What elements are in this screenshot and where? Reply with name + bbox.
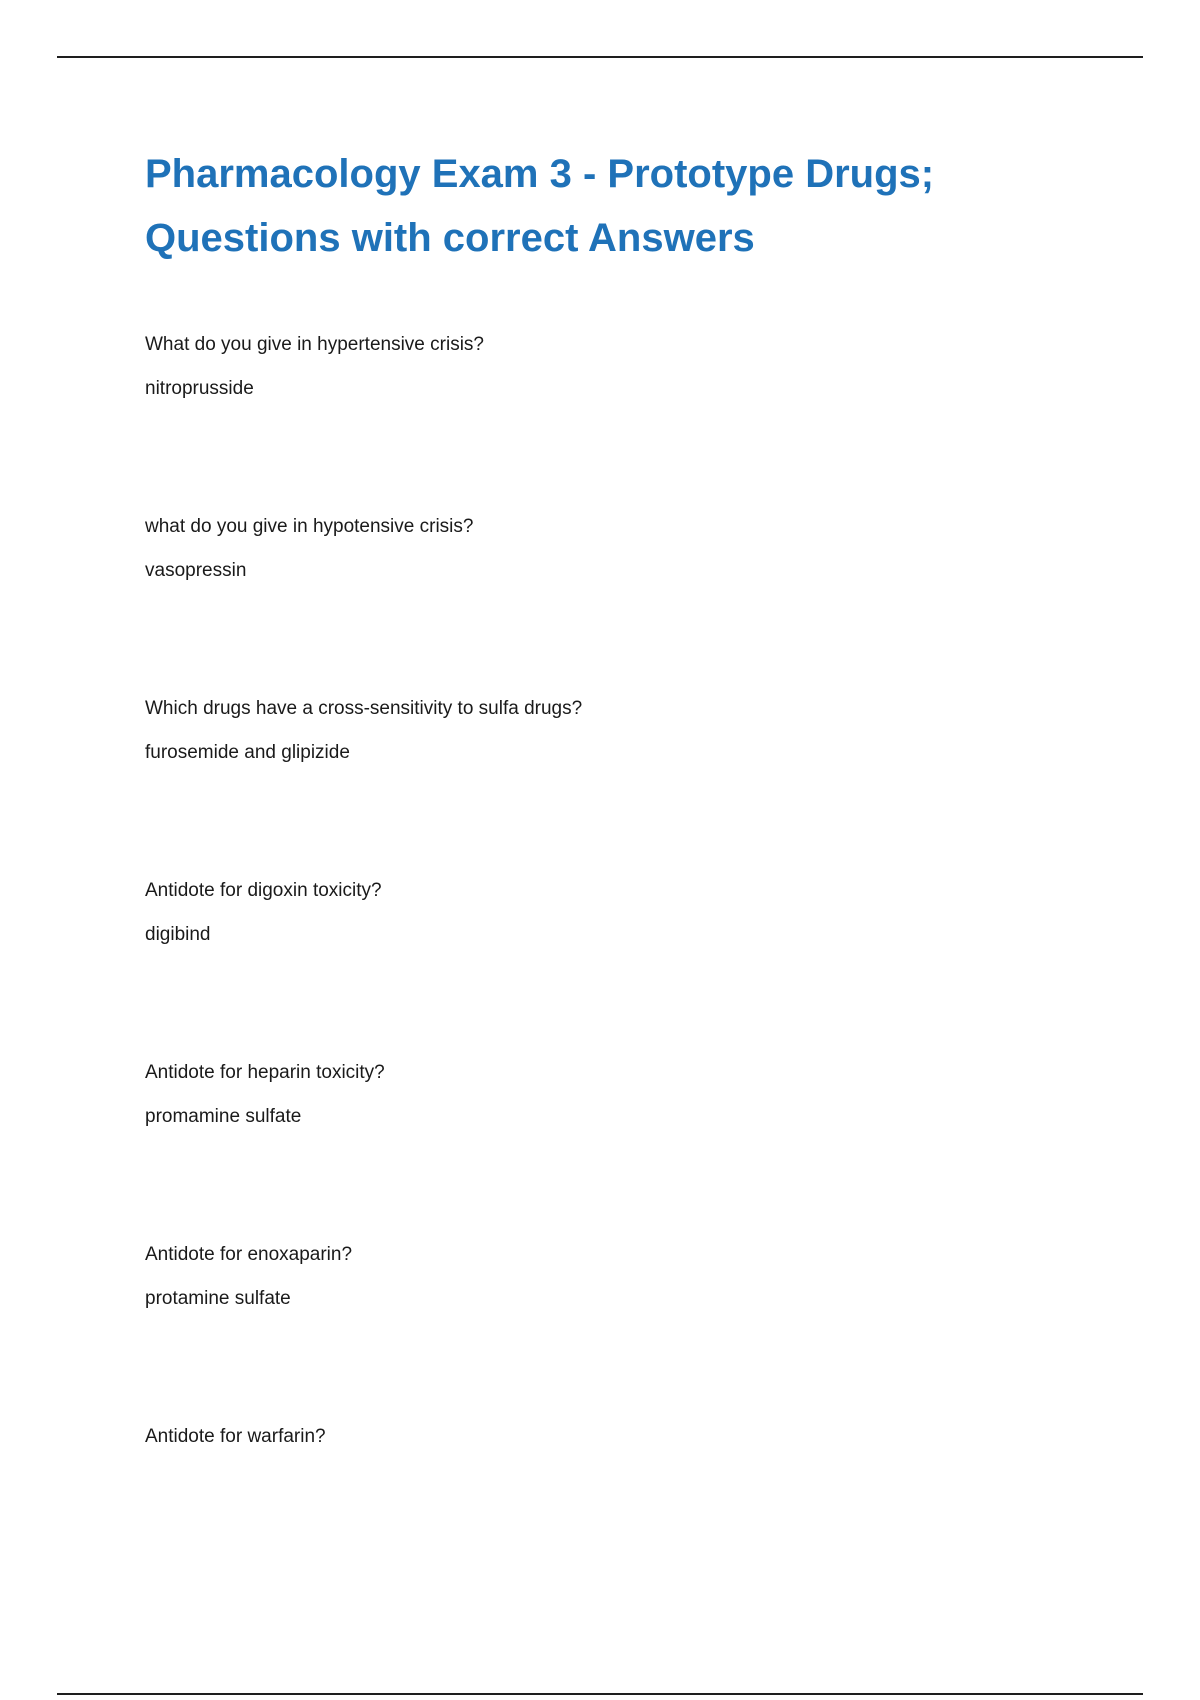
question-text: Antidote for heparin toxicity?	[145, 1062, 385, 1083]
page-title	[145, 142, 1045, 270]
answer-text: furosemide and glipizide	[145, 742, 350, 763]
question-text: Antidote for warfarin?	[145, 1426, 326, 1447]
question-text: what do you give in hypotensive crisis?	[145, 516, 474, 537]
answer-text: protamine sulfate	[145, 1288, 291, 1309]
qa-item	[145, 333, 1045, 515]
question-text: Antidote for digoxin toxicity?	[145, 880, 382, 901]
answer-text: nitroprusside	[145, 378, 254, 399]
qa-item	[145, 697, 1045, 879]
answer-text: promamine sulfate	[145, 1106, 302, 1127]
qa-list	[145, 333, 1045, 1607]
qa-item	[145, 879, 1045, 1061]
answer-text: vasopressin	[145, 560, 247, 581]
footer-rule	[57, 1693, 1143, 1695]
question-text: Which drugs have a cross-sensitivity to sulfa drugs?	[145, 698, 583, 719]
qa-item	[145, 1425, 1045, 1607]
qa-item	[145, 515, 1045, 697]
title-line-2: Questions with correct Answers	[145, 216, 755, 260]
qa-item	[145, 1243, 1045, 1425]
header-rule	[57, 56, 1143, 58]
answer-text: digibind	[145, 924, 211, 945]
question-text: Antidote for enoxaparin?	[145, 1244, 353, 1265]
title-line-1: Pharmacology Exam 3 - Prototype Drugs;	[145, 152, 935, 196]
question-text: What do you give in hypertensive crisis?	[145, 334, 484, 355]
qa-item	[145, 1061, 1045, 1243]
